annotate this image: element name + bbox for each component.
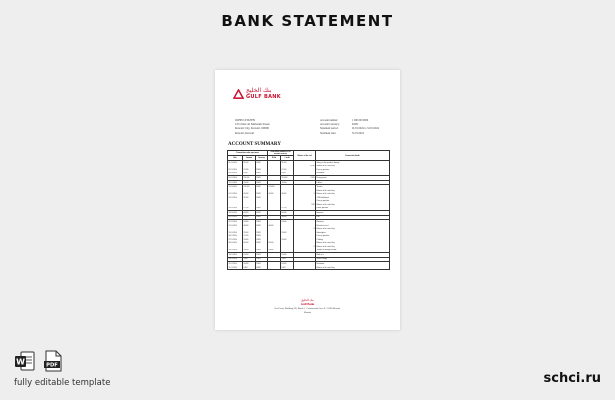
cell-details: Insurance (316, 211, 390, 216)
cell-currency: KWD (256, 234, 268, 238)
cell-date: 16.01.2024 (228, 207, 243, 211)
cell-details: Clothing (316, 238, 390, 242)
word-file-icon (14, 350, 36, 372)
cell-date: 31.01.2024 (228, 266, 243, 270)
template-caption: fully editable template (14, 378, 111, 388)
table-header-currency: Currency (256, 156, 268, 161)
account-info-block (320, 119, 379, 136)
cell-amount: 12.000 (243, 168, 256, 172)
cell-credit: 30.000 (281, 215, 294, 220)
cell-details: Balance at the end of day (316, 245, 390, 249)
customer-address-line-1: 123 Jaber Al Mubarak Street, (235, 122, 271, 127)
gulf-bank-logo-icon (233, 89, 244, 100)
cell-currency: KWD (256, 207, 268, 211)
cell-date: 28.01.2024 (228, 241, 243, 245)
page-title: BANK STATEMENT (221, 12, 394, 30)
transactions-table (227, 150, 389, 270)
cell-date: 27.01.2024 (228, 238, 243, 242)
table-header-debit: Debit (268, 156, 281, 161)
cell-details: Balance at the end of day (316, 227, 390, 231)
cell-date: 07.01.2024 (228, 180, 243, 185)
cell-debit: 65.000 (268, 241, 281, 245)
bank-logo (233, 88, 293, 102)
cell-amount: 250.000 (243, 176, 256, 181)
cell-details: Grocery purchase (316, 199, 390, 203)
cell-amount: 10.000 (243, 253, 256, 258)
cell-debit: 120.000 (268, 185, 281, 189)
cell-balance: 9.500 (294, 176, 316, 181)
cell-amount: 25.000 (243, 231, 256, 235)
cell-credit: 14.000 (281, 262, 294, 266)
cell-credit: 45.000 (281, 192, 294, 196)
cell-credit: 95.500 (281, 161, 294, 165)
cell-amount: 40.000 (243, 224, 256, 228)
statement-date-label: Statement date: (320, 131, 337, 135)
cell-credit: 10.000 (281, 253, 294, 258)
cell-details: Balance at the end of day (316, 189, 390, 193)
cell-details: Online purchase (316, 207, 390, 211)
cell-details: Transfer to savings account (316, 249, 390, 253)
cell-currency: KWD (256, 192, 268, 196)
cell-amount: 15.750 (243, 207, 256, 211)
cell-date: 01.01.2024 (228, 161, 243, 165)
word-icon-letter: W (16, 357, 25, 367)
statement-footer (215, 298, 400, 314)
cell-details: Balance at the end of day (316, 192, 390, 196)
cell-credit: 5.000 (281, 257, 294, 262)
cell-currency: KWD (256, 172, 268, 176)
cell-currency: KWD (256, 241, 268, 245)
cell-date: 20.01.2024 (228, 215, 243, 220)
cell-date: 05.01.2024 (228, 176, 243, 181)
cell-currency: KWD (256, 257, 268, 262)
cell-currency: KWD (256, 249, 268, 253)
cell-amount: 60.000 (243, 211, 256, 216)
table-header-date: Date (228, 156, 243, 161)
cell-details: Balance at the end of day (316, 203, 390, 207)
transactions-table-body (228, 161, 390, 270)
account-currency-label: Account Currency: (320, 123, 340, 127)
cell-details: Utilities (316, 180, 390, 185)
cell-balance: 9.90 (294, 203, 316, 207)
cell-amount: 120.000 (243, 185, 256, 189)
cell-details: Transfer (316, 185, 390, 189)
cell-details: Restaurant (316, 262, 390, 266)
statement-document (215, 70, 400, 330)
format-icons (14, 350, 64, 372)
footer-country: Kuwait (303, 311, 312, 315)
cell-details: Rent payment (316, 176, 390, 181)
cell-details: Bank fees (316, 253, 390, 258)
cell-currency: KWD (256, 266, 268, 270)
cell-debit: 20.000 (268, 249, 281, 253)
cell-currency: KWD (256, 180, 268, 185)
logo-arabic-text: بنك الخليج (246, 87, 272, 94)
cell-amount: 14.000 (243, 262, 256, 266)
customer-name: JOHN CITIZEN (235, 118, 256, 122)
cell-amount: 22.500 (243, 196, 256, 200)
cell-amount: 5.000 (243, 257, 256, 262)
cell-date: 30.01.2024 (228, 257, 243, 262)
table-header-details: Transaction details (316, 151, 390, 161)
cell-currency: KWD (256, 161, 268, 165)
cell-currency: KWD (256, 262, 268, 266)
brand-name: schci.ru (543, 371, 601, 386)
pdf-file-icon (42, 350, 64, 372)
cell-credit: 12.000 (281, 168, 294, 172)
cell-date: 18.01.2024 (228, 211, 243, 216)
cell-date: 25.01.2024 (228, 231, 243, 235)
cell-currency: KWD (256, 185, 268, 189)
cell-amount: 35.000 (243, 180, 256, 185)
cell-currency: KWD (256, 253, 268, 258)
cell-balance: 8 (294, 227, 316, 231)
cell-date: 03.01.2024 (228, 168, 243, 172)
cell-details: Fuel (316, 215, 390, 220)
cell-date: 29.01.2024 (228, 249, 243, 253)
cell-currency: KWD (256, 238, 268, 242)
cell-details: Service charge (316, 257, 390, 262)
cell-amount: 18.000 (243, 220, 256, 224)
table-header-amount: Amount (243, 156, 256, 161)
cell-amount: 30.000 (243, 215, 256, 220)
customer-address-block (235, 118, 270, 135)
cell-details: Refund received (316, 224, 390, 228)
pdf-icon-label: PDF (46, 362, 58, 369)
account-currency: KWD (352, 123, 359, 127)
cell-amount: 8.500 (243, 172, 256, 176)
account-summary-heading: ACCOUNT SUMMARY (228, 142, 281, 147)
cell-balance: 0 (294, 192, 316, 196)
table-header-credit: Credit (281, 156, 294, 161)
logo-english-text: GULF BANK (246, 94, 281, 100)
cell-date: 22.01.2024 (228, 220, 243, 224)
cell-credit: 35.000 (281, 180, 294, 185)
cell-balance: 8 (294, 245, 316, 249)
cell-amount: 65.000 (243, 241, 256, 245)
cell-credit: 8.500 (281, 172, 294, 176)
table-header-balance: Balance at the end (294, 151, 316, 161)
cell-date: 14.01.2024 (228, 196, 243, 200)
cell-credit: 15.750 (281, 207, 294, 211)
cell-currency: KWD (256, 196, 268, 200)
cell-credit: 60.000 (281, 211, 294, 216)
cell-currency: KWD (256, 215, 268, 220)
cell-details: ATM withdrawal (316, 196, 390, 200)
statement-period-label: Statement period: (320, 127, 339, 131)
cell-balance (294, 266, 316, 270)
cell-debit (268, 266, 281, 270)
cell-date: 23.01.2024 (228, 224, 243, 228)
customer-address-line-3: Kuwait, Kuwait (235, 130, 255, 135)
cell-debit: 40.000 (268, 224, 281, 228)
statement-date: 31/01/2024 (352, 131, 364, 135)
cell-details: Subscription (316, 231, 390, 235)
cell-amount: 20.000 (243, 249, 256, 253)
account-number: 1 000 000 0000 (352, 119, 369, 122)
cell-amount: 50.000 (243, 238, 256, 242)
cell-currency: KWD (256, 224, 268, 228)
cell-date: 26.01.2024 (228, 234, 243, 238)
cell-currency: KWD (256, 211, 268, 216)
cell-balance: 12,345 (294, 165, 316, 169)
customer-address-line-2: Kuwait City, Kuwait, 00000 (235, 126, 269, 131)
cell-details: Balance at the end of day (316, 165, 390, 169)
cell-amount: 45.000 (243, 192, 256, 196)
cell-details: Balance at the end of day (316, 241, 390, 245)
cell-date: 10.01.2024 (228, 185, 243, 189)
cell-credit: 18.000 (281, 220, 294, 224)
cell-amount: 12.500 (243, 234, 256, 238)
footer-address: Sea Front, Building 2B, Block 1, Commercial Area 9, 13149 Kuwait, (274, 307, 341, 310)
cell-date: 12.01.2024 (228, 192, 243, 196)
cell-credit: 50.000 (281, 238, 294, 242)
cell-details: Pharmacy (316, 220, 390, 224)
cell-currency: KWD (256, 168, 268, 172)
account-number-label: Account number: (320, 119, 339, 122)
table-group-header-transaction: Transaction, value agreement (228, 151, 268, 156)
cell-details: Restaurant (316, 172, 390, 176)
cell-amount: 95.500 (243, 161, 256, 165)
cell-details: Grocery purchase (316, 168, 390, 172)
cell-currency: KWD (256, 220, 268, 224)
cell-currency: KWD (256, 176, 268, 181)
footer-bank-name: Gulf Bank (300, 302, 315, 306)
cell-date: 31.01.2024 (228, 262, 243, 266)
table-group-header-amount: Transaction amount in the account currency (268, 151, 294, 156)
cell-date: 03.01.2024 (228, 172, 243, 176)
cell-details: Balance at the end of day (316, 266, 390, 270)
footer-arabic-text: بنك الخليج (301, 298, 314, 302)
cell-details: Grocery purchase (316, 234, 390, 238)
cell-date: 30.01.2024 (228, 253, 243, 258)
cell-details: Salary for the month of January (316, 161, 390, 165)
cell-credit: 25.000 (281, 231, 294, 235)
statement-period: 01/01/2024 to 31/01/2024 (352, 127, 379, 131)
cell-credit: 250.000 (281, 176, 294, 181)
cell-currency: KWD (256, 231, 268, 235)
cell-credit: 8.000 (281, 266, 294, 270)
cell-debit: 45.000 (268, 192, 281, 196)
cell-amount: 8.000 (243, 266, 256, 270)
table-row (228, 266, 390, 270)
